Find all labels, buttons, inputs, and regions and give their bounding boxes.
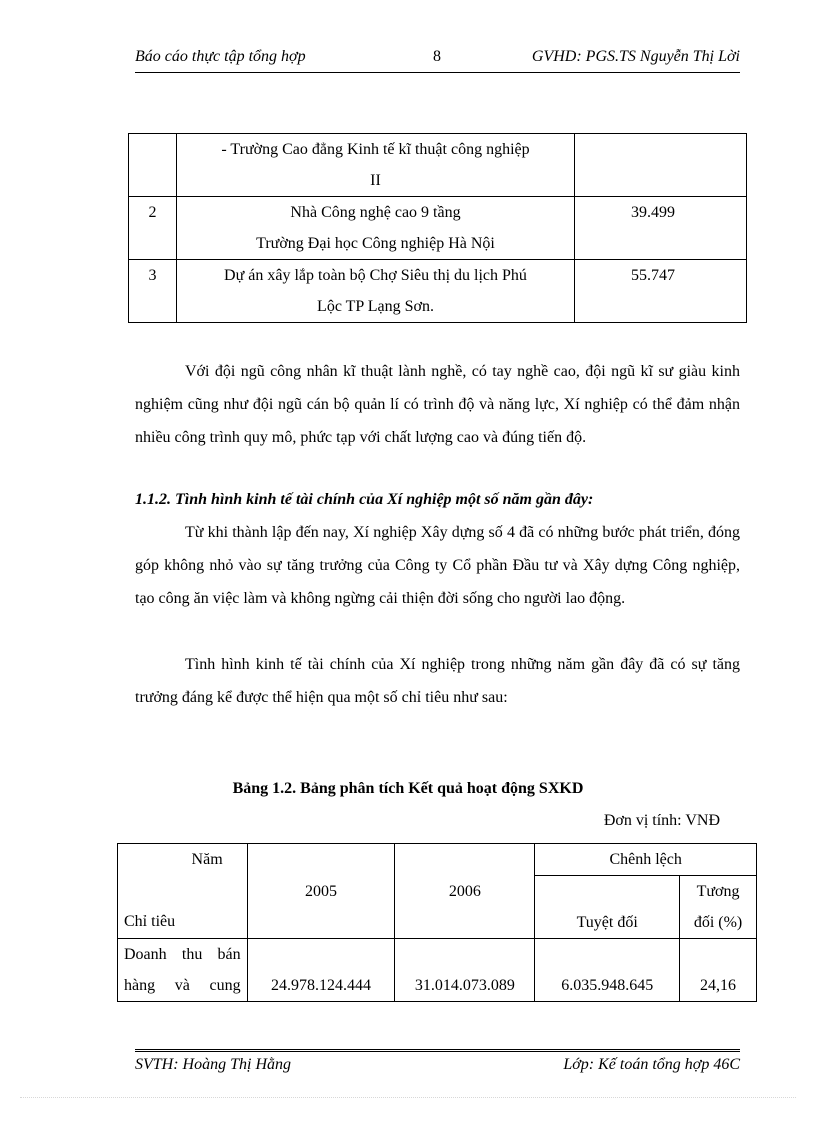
value-relative: 24,16: [680, 939, 757, 1002]
project-description: - Trường Cao đẳng Kinh tế kĩ thuật công nghiệp II: [177, 134, 575, 197]
footer-rule: [135, 1049, 740, 1052]
project-number: [129, 134, 177, 197]
table-row: [129, 197, 747, 260]
footer-class: Lớp: Kế toán tổng hợp 46C: [563, 1056, 740, 1073]
table-row: [118, 939, 757, 1002]
table-unit: Đơn vị tính: VNĐ: [603, 812, 720, 829]
header-report-title: Báo cáo thực tập tổng hợp: [135, 48, 306, 65]
header-indicator-cell: Năm Chỉ tiêu: [118, 844, 248, 939]
project-number: 2: [129, 197, 177, 260]
value-absolute: 6.035.948.645: [535, 939, 680, 1002]
header-2006: 2006: [395, 844, 535, 939]
header-relative: Tương đối (%): [680, 876, 757, 939]
project-description: Dự án xây lắp toàn bộ Chợ Siêu thị du lịch Phú Lộc TP Lạng Sơn.: [177, 260, 575, 323]
paragraph-development: Từ khi thành lập đến nay, Xí nghiệp Xây dựng số 4 đã có những bước phát triển, đóng góp không nhỏ vào sự tăng trưởng của Công ty Cổ phần Đầu tư và Xây dựng Công nghiệp, tạo công ăn việc làm và không ngừng cải thiện đời sống cho người lao động.: [135, 524, 740, 607]
page-edge-divider: [20, 1097, 796, 1098]
project-value: 55.747: [575, 260, 747, 323]
header-rule: [135, 72, 740, 73]
page-header: [135, 48, 740, 72]
page-number: 8: [433, 48, 441, 65]
project-value: 39.499: [575, 197, 747, 260]
value-2005: 24.978.124.444: [247, 939, 395, 1002]
section-heading: 1.1.2. Tình hình kinh tế tài chính của Xí nghiệp một số năm gần đây:: [135, 491, 594, 508]
projects-table: [128, 133, 747, 323]
row-label: Doanh thu bán hàng và cung: [118, 939, 248, 1002]
project-number: 3: [129, 260, 177, 323]
header-absolute: Tuyệt đối: [535, 876, 680, 939]
table-row: [129, 260, 747, 323]
table-row: [129, 134, 747, 197]
results-table: [117, 843, 757, 1002]
footer-student: SVTH: Hoàng Thị Hằng: [135, 1056, 292, 1073]
header-2005: 2005: [247, 844, 395, 939]
table-header-row: [118, 844, 757, 876]
table-title: Bảng 1.2. Bảng phân tích Kết quả hoạt động SXKD: [232, 780, 584, 797]
header-difference: Chênh lệch: [535, 844, 757, 876]
paragraph-workforce: Với đội ngũ công nhân kĩ thuật lành nghề, có tay nghề cao, đội ngũ kĩ sư giàu kinh nghiệm cũng như đội ngũ cán bộ quản lí có trình độ và năng lực, Xí nghiệp có thể đảm nhận nhiều công trình quy mô, phức tạp với chất lượng cao và đúng tiến độ.: [135, 363, 740, 446]
paragraph-financial-intro: Tình hình kinh tế tài chính của Xí nghiệp trong những năm gần đây đã có sự tăng trưởng đáng kể được thể hiện qua một số chỉ tiêu như sau:: [135, 656, 740, 706]
header-supervisor: GVHD: PGS.TS Nguyễn Thị Lời: [531, 48, 740, 65]
project-description: Nhà Công nghệ cao 9 tầng Trường Đại học Công nghiệp Hà Nội: [177, 197, 575, 260]
value-2006: 31.014.073.089: [395, 939, 535, 1002]
project-value: [575, 134, 747, 197]
